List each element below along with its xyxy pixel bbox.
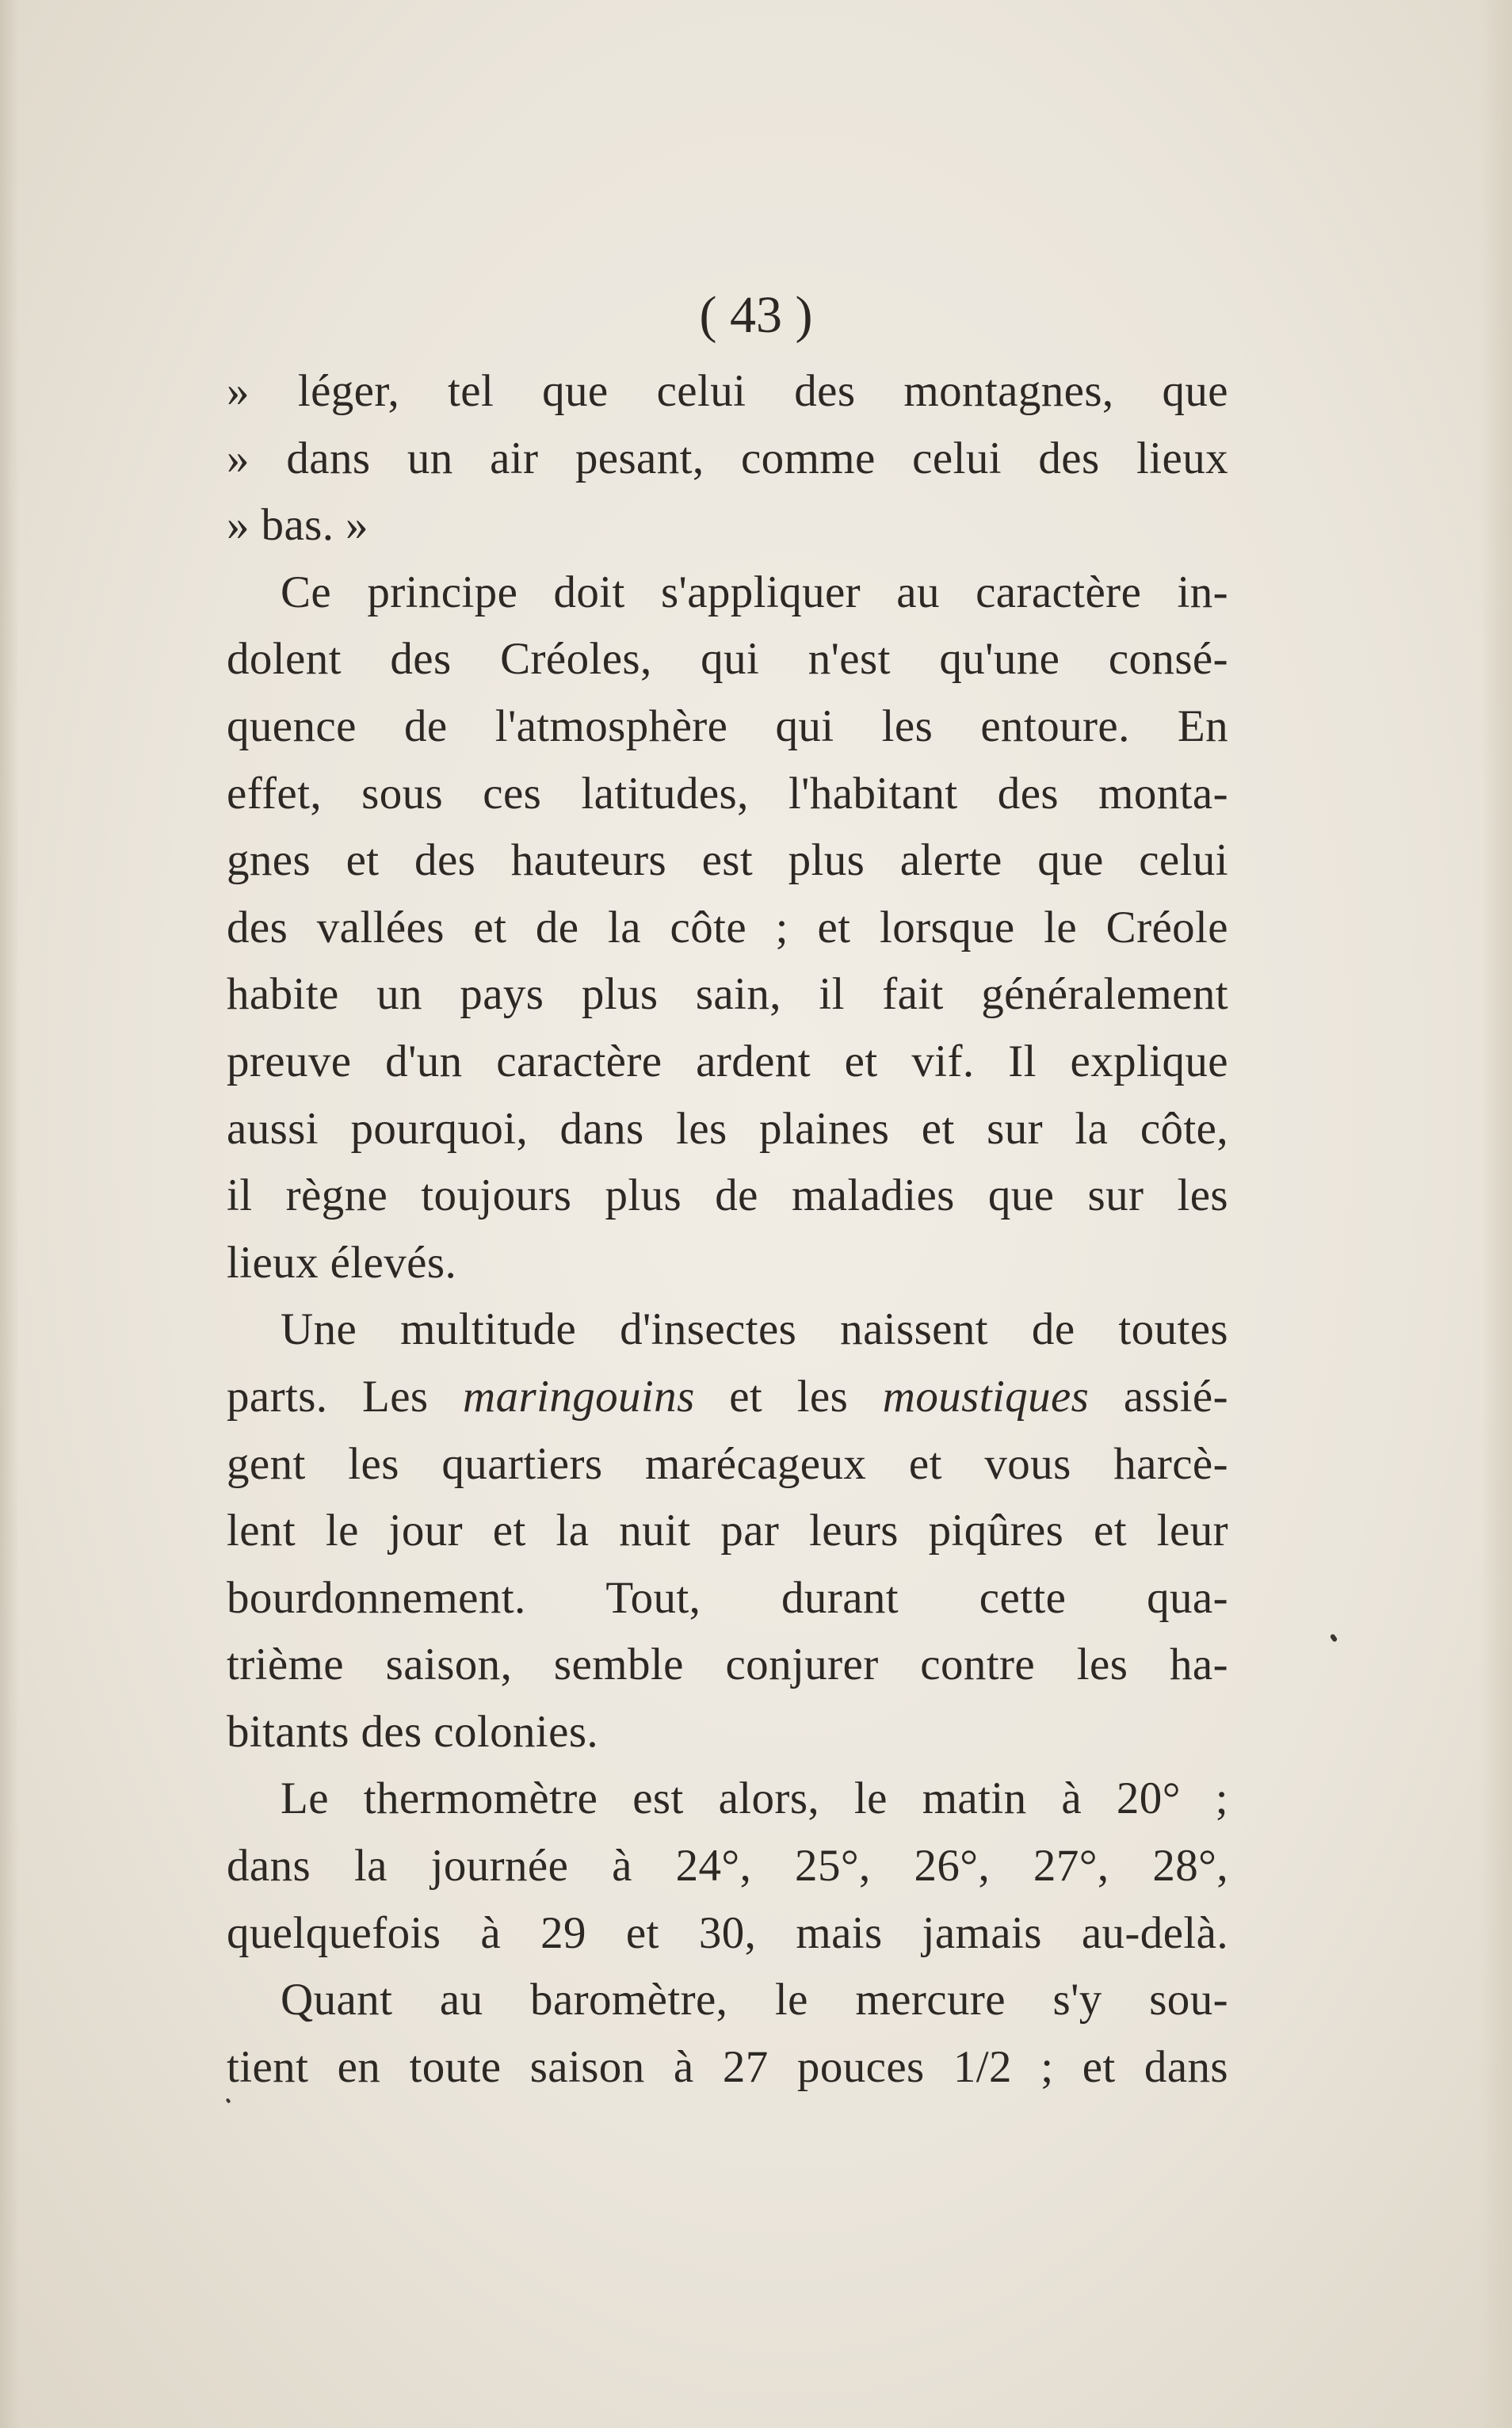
- text-line: effet, sous ces latitudes, l'habitant des monta-: [227, 768, 1228, 819]
- page-number: ( 43 ): [699, 286, 813, 344]
- text-line: dolent des Créoles, qui n'est qu'une consé-: [227, 634, 1228, 685]
- text-line: lieux élevés.: [227, 1237, 457, 1288]
- text-segment: assié-: [1089, 1371, 1228, 1422]
- text-line: gent les quartiers marécageux et vous harcè-: [227, 1438, 1228, 1489]
- paragraph-start-line: Une multitude d'insectes naissent de toutes: [281, 1304, 1228, 1355]
- text-line: bourdonnement. Tout, durant cette qua-: [227, 1572, 1228, 1623]
- text-line: preuve d'un caractère ardent et vif. Il explique: [227, 1036, 1228, 1086]
- italic-term-maringouins: maringouins: [463, 1371, 695, 1422]
- text-line: il règne toujours plus de maladies que sur les: [227, 1170, 1228, 1221]
- text-line: lent le jour et la nuit par leurs piqûres et leur: [227, 1506, 1228, 1556]
- text-line: aussi pourquoi, dans les plaines et sur la côte,: [227, 1103, 1228, 1154]
- body-text: [227, 358, 1228, 2101]
- ink-speck: [1330, 1633, 1338, 1643]
- text-line: des vallées et de la côte ; et lorsque le Créole: [227, 902, 1228, 952]
- text-line: quence de l'atmosphère qui les entoure. En: [227, 701, 1228, 751]
- text-line: habite un pays plus sain, il fait généralement: [227, 969, 1228, 1020]
- paragraph-start-line: Le thermomètre est alors, le matin à 20° ;: [281, 1773, 1228, 1824]
- paragraph-start-line: Ce principe doit s'appliquer au caractère in-: [281, 567, 1228, 617]
- text-line: trième saison, semble conjurer contre les ha-: [227, 1640, 1228, 1690]
- text-line: » léger, tel que celui des montagnes, que: [227, 366, 1228, 416]
- italic-term-moustiques: moustiques: [882, 1371, 1090, 1422]
- text-line-with-italics: [227, 1364, 1228, 1431]
- text-segment: et les: [694, 1371, 883, 1422]
- text-line: quelquefois à 29 et 30, mais jamais au-delà.: [227, 1907, 1228, 1958]
- text-line: bitants des colonies.: [227, 1706, 599, 1757]
- paragraph-start-line: Quant au baromètre, le mercure s'y sou-: [281, 1975, 1228, 2025]
- text-line: » bas. »: [227, 500, 368, 551]
- text-line: » dans un air pesant, comme celui des lieux: [227, 433, 1228, 483]
- text-line: dans la journée à 24°, 25°, 26°, 27°, 28°,: [227, 1841, 1228, 1892]
- text-line: gnes et des hauteurs est plus alerte que celui: [227, 835, 1228, 886]
- text-segment: parts. Les: [227, 1371, 464, 1422]
- text-line: tient en toute saison à 27 pouces 1/2 ; et dans: [227, 2041, 1228, 2092]
